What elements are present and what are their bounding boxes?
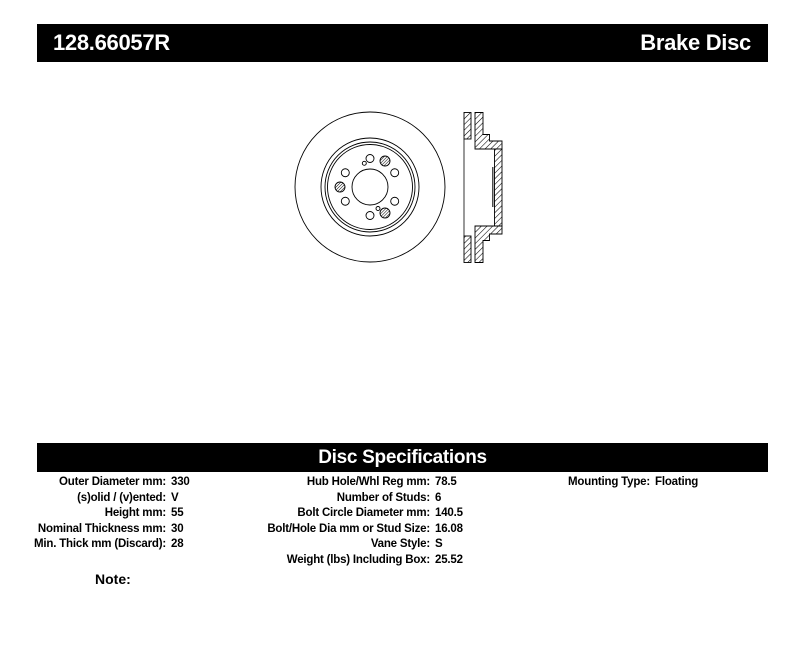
spec-value: 30 (171, 522, 184, 535)
index-hole (362, 161, 366, 165)
spec-label: Mounting Type: (568, 476, 650, 488)
spec-column-left (34, 475, 190, 553)
spec-label: Height mm: (104, 507, 166, 519)
spec-label: Number of Studs: (336, 491, 430, 504)
header-bar (37, 24, 768, 62)
spec-value: 25.52 (435, 553, 463, 566)
bolt-hole (366, 155, 374, 163)
spec-label: Weight (lbs) Including Box: (286, 553, 430, 566)
spec-row (34, 491, 190, 507)
spec-column-right (538, 475, 698, 491)
note-label: Note: (95, 571, 131, 587)
section-left-plate-bottom (464, 236, 471, 263)
wheel-stud (380, 156, 390, 166)
part-number: 128.66057R (53, 30, 170, 55)
bolt-hole (391, 197, 399, 205)
section-right-plate-top (475, 113, 502, 150)
spec-value: 28 (171, 538, 184, 550)
spec-value: 55 (171, 507, 184, 519)
spec-row (34, 522, 190, 538)
spec-label: Hub Hole/Whl Reg mm: (306, 476, 430, 488)
spec-label: Bolt Circle Diameter mm: (297, 507, 430, 519)
wheel-stud (380, 208, 390, 218)
spec-row (34, 506, 190, 522)
spec-value: 140.5 (435, 507, 463, 519)
center-hub-hole (352, 169, 388, 205)
spec-label: Min. Thick mm (Discard): (34, 538, 166, 550)
spec-label: Nominal Thickness mm: (37, 522, 166, 535)
spec-row (34, 537, 190, 553)
front-view (295, 112, 445, 262)
spec-row (248, 475, 463, 491)
spec-row (248, 522, 463, 538)
product-type-title: Brake Disc (640, 30, 751, 55)
outer-diameter-circle (295, 112, 445, 262)
spec-row (538, 475, 698, 491)
spec-label: Bolt/Hole Dia mm or Stud Size: (267, 522, 430, 535)
spec-row (248, 506, 463, 522)
spec-row (34, 475, 190, 491)
spec-row (248, 491, 463, 507)
spec-section-title: Disc Specifications (318, 446, 487, 468)
spec-value: S (435, 538, 443, 550)
spec-label: (s)olid / (v)ented: (77, 491, 166, 504)
bolt-hole (366, 212, 374, 220)
spec-row (248, 537, 463, 553)
spec-value: 6 (435, 491, 442, 504)
spec-value: 78.5 (435, 476, 457, 488)
spec-row (248, 553, 463, 569)
spec-label: Vane Style: (370, 538, 430, 550)
section-hat-wall (495, 149, 503, 226)
section-right-plate-bottom (475, 226, 502, 263)
section-left-plate-top (464, 113, 471, 140)
bolt-hole (341, 169, 349, 177)
spec-value: V (171, 491, 179, 504)
wheel-stud (335, 182, 345, 192)
index-hole (376, 207, 380, 211)
spec-column-middle (248, 475, 463, 568)
spec-section-header (37, 443, 768, 472)
spec-label: Outer Diameter mm: (59, 476, 166, 488)
bolt-hole (391, 169, 399, 177)
spec-value: 330 (171, 476, 190, 488)
brake-disc-drawing (280, 95, 520, 275)
spec-value: Floating (655, 476, 699, 488)
spec-value: 16.08 (435, 522, 463, 535)
cross-section-view (464, 113, 502, 263)
bolt-hole (341, 197, 349, 205)
